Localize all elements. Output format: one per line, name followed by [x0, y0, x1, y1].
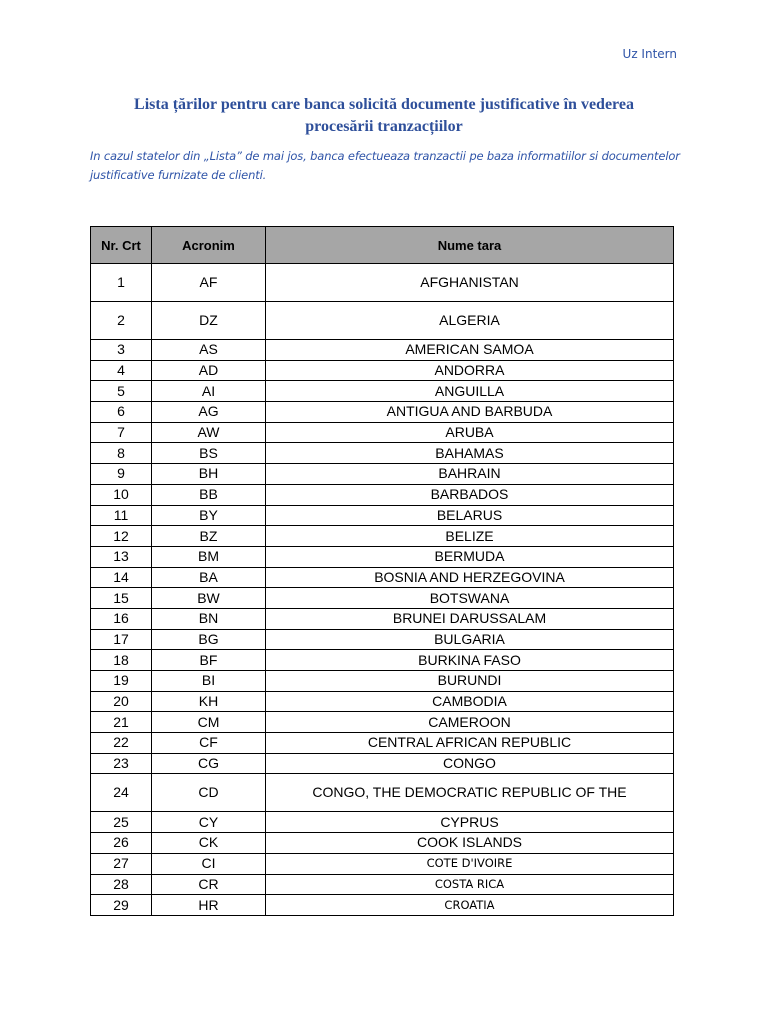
row-acronym: CR [152, 874, 266, 895]
row-acronym: BA [152, 567, 266, 588]
table-row [91, 484, 674, 505]
row-number: 12 [91, 526, 152, 547]
row-country-name: BURKINA FASO [266, 650, 674, 671]
row-country-name: BERMUDA [266, 546, 674, 567]
row-acronym: CF [152, 733, 266, 754]
row-acronym: BH [152, 464, 266, 485]
title-line-1: Lista țărilor pentru care banca solicită documente justificative în vederea [134, 96, 634, 113]
row-acronym: AS [152, 340, 266, 361]
row-number: 13 [91, 546, 152, 567]
row-number: 28 [91, 874, 152, 895]
row-number: 2 [91, 302, 152, 340]
title-line-2: procesării tranzacțiilor [305, 118, 463, 135]
table-row [91, 464, 674, 485]
row-country-name: CYPRUS [266, 812, 674, 833]
document-title [90, 94, 678, 138]
row-country-name: ARUBA [266, 422, 674, 443]
row-number: 27 [91, 853, 152, 874]
row-country-name: BULGARIA [266, 629, 674, 650]
row-acronym: AI [152, 381, 266, 402]
row-acronym: CD [152, 774, 266, 812]
table-row [91, 774, 674, 812]
row-number: 26 [91, 833, 152, 854]
table-row [91, 733, 674, 754]
row-number: 5 [91, 381, 152, 402]
table-row [91, 340, 674, 361]
row-acronym: AG [152, 402, 266, 423]
column-header-nr: Nr. Crt [91, 227, 152, 264]
row-number: 1 [91, 264, 152, 302]
row-acronym: BS [152, 443, 266, 464]
row-acronym: BM [152, 546, 266, 567]
table-row [91, 874, 674, 895]
row-country-name: CONGO, THE DEMOCRATIC REPUBLIC OF THE [266, 774, 674, 812]
row-number: 20 [91, 691, 152, 712]
row-acronym: KH [152, 691, 266, 712]
row-acronym: CM [152, 712, 266, 733]
row-country-name: CAMBODIA [266, 691, 674, 712]
column-header-country: Nume tara [266, 227, 674, 264]
row-number: 25 [91, 812, 152, 833]
table-row [91, 360, 674, 381]
row-country-name: COOK ISLANDS [266, 833, 674, 854]
row-country-name: AFGHANISTAN [266, 264, 674, 302]
row-number: 15 [91, 588, 152, 609]
table-row [91, 567, 674, 588]
row-country-name: CONGO [266, 753, 674, 774]
table-row [91, 381, 674, 402]
table-row [91, 505, 674, 526]
row-acronym: AD [152, 360, 266, 381]
table-row [91, 895, 674, 916]
table-row [91, 650, 674, 671]
table-row [91, 608, 674, 629]
row-country-name: BELIZE [266, 526, 674, 547]
row-number: 4 [91, 360, 152, 381]
row-acronym: BY [152, 505, 266, 526]
row-number: 18 [91, 650, 152, 671]
intro-paragraph: In cazul statelor din „Lista” de mai jos, banca efectueaza tranzactii pe baza informatiilor si documentelor justificative furnizate de clienti. [90, 149, 680, 182]
table-row [91, 526, 674, 547]
table-row [91, 833, 674, 854]
table-row [91, 691, 674, 712]
row-number: 10 [91, 484, 152, 505]
row-acronym: BZ [152, 526, 266, 547]
row-country-name: BELARUS [266, 505, 674, 526]
row-number: 24 [91, 774, 152, 812]
table-row [91, 402, 674, 423]
row-acronym: AF [152, 264, 266, 302]
row-country-name: ALGERIA [266, 302, 674, 340]
row-acronym: CG [152, 753, 266, 774]
row-number: 9 [91, 464, 152, 485]
table-row [91, 753, 674, 774]
row-acronym: BB [152, 484, 266, 505]
row-country-name: COTE D'IVOIRE [266, 853, 674, 874]
row-country-name: BOSNIA AND HERZEGOVINA [266, 567, 674, 588]
table-row [91, 443, 674, 464]
table-body [91, 264, 674, 916]
table-row [91, 546, 674, 567]
row-number: 19 [91, 671, 152, 692]
table-row [91, 671, 674, 692]
row-country-name: ANGUILLA [266, 381, 674, 402]
table-row [91, 588, 674, 609]
row-number: 14 [91, 567, 152, 588]
row-acronym: BW [152, 588, 266, 609]
row-acronym: CI [152, 853, 266, 874]
row-acronym: CY [152, 812, 266, 833]
row-country-name: BAHAMAS [266, 443, 674, 464]
row-acronym: AW [152, 422, 266, 443]
row-country-name: COSTA RICA [266, 874, 674, 895]
table-row [91, 302, 674, 340]
row-number: 6 [91, 402, 152, 423]
country-table [90, 226, 674, 916]
row-number: 23 [91, 753, 152, 774]
table-row [91, 264, 674, 302]
row-number: 16 [91, 608, 152, 629]
row-country-name: BOTSWANA [266, 588, 674, 609]
row-country-name: CROATIA [266, 895, 674, 916]
row-country-name: AMERICAN SAMOA [266, 340, 674, 361]
row-country-name: BRUNEI DARUSSALAM [266, 608, 674, 629]
table-row [91, 812, 674, 833]
table-row [91, 629, 674, 650]
column-header-acronym: Acronim [152, 227, 266, 264]
row-country-name: BARBADOS [266, 484, 674, 505]
table-row [91, 422, 674, 443]
row-country-name: CENTRAL AFRICAN REPUBLIC [266, 733, 674, 754]
row-country-name: BURUNDI [266, 671, 674, 692]
table-row [91, 853, 674, 874]
row-acronym: BN [152, 608, 266, 629]
row-acronym: BI [152, 671, 266, 692]
row-country-name: ANDORRA [266, 360, 674, 381]
row-acronym: BG [152, 629, 266, 650]
row-number: 22 [91, 733, 152, 754]
row-number: 7 [91, 422, 152, 443]
row-number: 3 [91, 340, 152, 361]
row-number: 29 [91, 895, 152, 916]
row-number: 8 [91, 443, 152, 464]
row-acronym: DZ [152, 302, 266, 340]
row-acronym: BF [152, 650, 266, 671]
row-number: 21 [91, 712, 152, 733]
table-row [91, 712, 674, 733]
row-number: 11 [91, 505, 152, 526]
row-country-name: ANTIGUA AND BARBUDA [266, 402, 674, 423]
row-acronym: CK [152, 833, 266, 854]
row-acronym: HR [152, 895, 266, 916]
row-country-name: BAHRAIN [266, 464, 674, 485]
row-number: 17 [91, 629, 152, 650]
table-header-row [91, 227, 674, 264]
row-country-name: CAMEROON [266, 712, 674, 733]
classification-label: Uz Intern [622, 47, 677, 61]
